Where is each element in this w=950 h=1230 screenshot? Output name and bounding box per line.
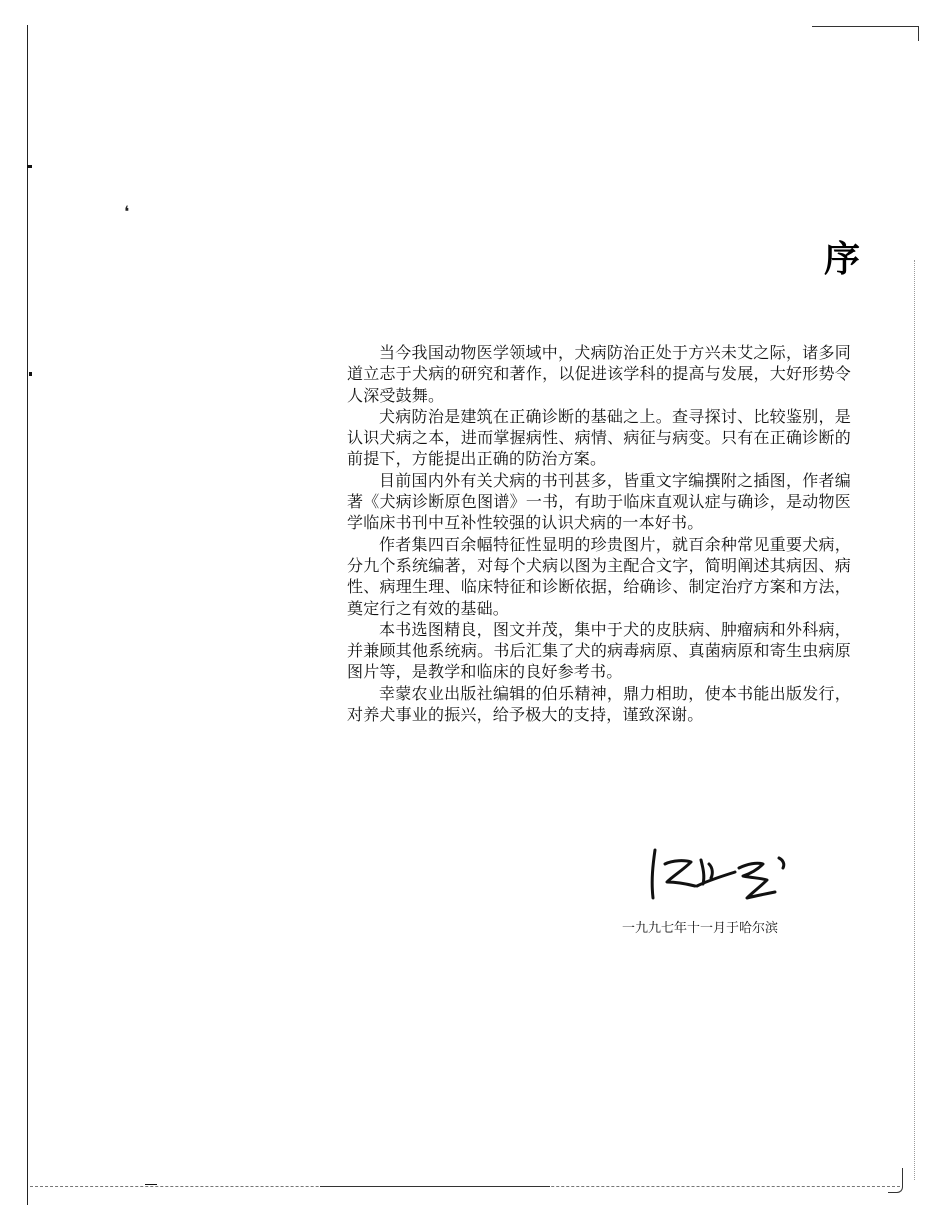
scan-bottom-edge-dark (320, 1186, 550, 1187)
signature-date: 一九九七年十一月于哈尔滨 (622, 921, 779, 936)
scan-mark (145, 1184, 157, 1185)
paragraph: 当今我国动物医学领域中，犬病防治正处于方兴未艾之际，诸多同道立志于犬病的研究和著作，以促进该学科的提高与发展，大好形势令人深受鼓舞。 (347, 343, 851, 405)
handwritten-signature (643, 842, 803, 904)
paragraph: 本书选图精良，图文并茂，集中于犬的皮肤病、肿瘤病和外科病，并兼顾其他系统病。书后汇集了犬的病毒病原、真菌病原和寄生虫病原图片等，是教学和临床的良好参考书。 (347, 619, 851, 682)
scan-corner-bottom-right (888, 1168, 903, 1193)
paragraph: 作者集四百余幅特征性显明的珍贵图片，就百余种常见重要犬病，分九个系统编著，对每个犬病以图为主配合文字，简明阐述其病因、病性、病理生理、临床特征和诊断依据，给确诊、制定治疗方案和方法，奠定行之有效的基础。 (347, 534, 851, 618)
scan-right-edge (914, 260, 915, 1180)
scan-corner-top-right (812, 26, 919, 41)
scan-left-edge (27, 25, 28, 1205)
paragraph: 目前国内外有关犬病的书刊甚多，皆重文字编撰附之插图，作者编著《犬病诊断原色图谱》一书，有助于临床直观认症与确诊，是动物医学临床书刊中互补性较强的认识犬病的一本好书。 (347, 470, 851, 533)
preface-body (347, 342, 851, 725)
scan-mark (29, 372, 32, 376)
scan-speck: ❛ (124, 202, 130, 221)
scan-mark (27, 165, 32, 168)
paragraph: 犬病防治是建筑在正确诊断的基础之上。查寻探讨、比较鉴别，是认识犬病之本，进而掌握病性、病情、病征与病变。只有在正确诊断的前提下，方能提出正确的防治方案。 (347, 406, 851, 469)
paragraph: 幸蒙农业出版社编辑的伯乐精神，鼎力相助，使本书能出版发行，对养犬事业的振兴，给予极大的支持，谨致深谢。 (347, 683, 851, 725)
page-title: 序 (823, 239, 860, 280)
